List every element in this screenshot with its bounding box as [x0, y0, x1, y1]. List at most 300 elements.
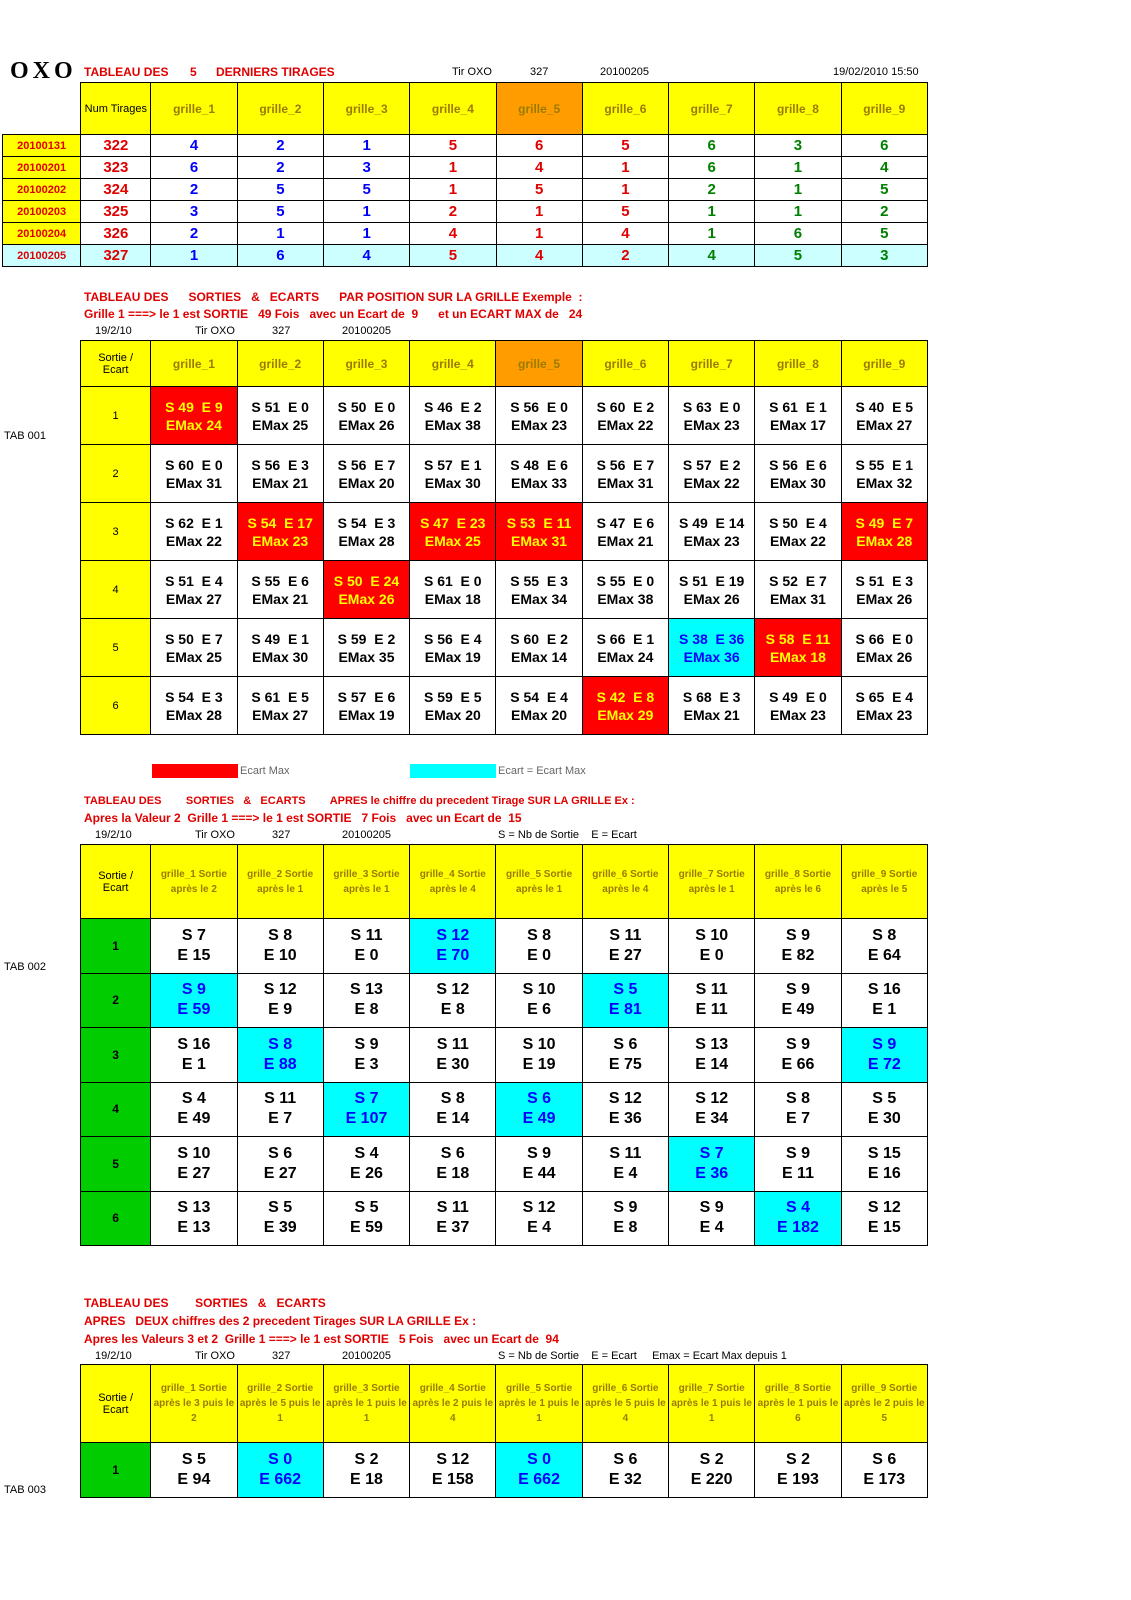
stat-ecart: E 8	[440, 1001, 465, 1019]
stat-cell	[669, 919, 755, 974]
draws-table	[2, 82, 928, 267]
grid-header: grille_7	[669, 83, 755, 135]
stat-ecart: EMax 14	[511, 648, 568, 665]
tir-date: 20100205	[600, 66, 649, 78]
stat-ecart: E 7	[268, 1110, 293, 1128]
draw-value: 2	[582, 245, 668, 267]
draw-value: 5	[582, 135, 668, 157]
data-row	[81, 445, 928, 503]
draw-value: 1	[669, 201, 755, 223]
header-line: grille_4 Sortie	[419, 868, 486, 880]
stat-cell	[669, 973, 755, 1028]
stat-cell	[323, 1443, 409, 1498]
header-line: après le 1	[257, 883, 304, 895]
stat-sorties: S 55 E 6	[251, 572, 309, 589]
stat-cell	[323, 445, 409, 503]
stat-ecart: EMax 32	[856, 474, 913, 491]
header-line: grille_3 Sortie	[333, 1383, 400, 1394]
stat-cell	[496, 1191, 582, 1246]
stat-sorties: S 9	[785, 981, 810, 999]
stat-cell	[755, 619, 841, 677]
stat-sorties: S 6	[268, 1144, 293, 1162]
stat-sorties: S 2	[785, 1451, 810, 1468]
tab3-num: 327	[272, 1350, 291, 1362]
stat-ecart: E 11	[695, 1001, 728, 1019]
draw-value: 1	[151, 245, 237, 267]
stat-cell	[755, 503, 841, 561]
stat-sorties: S 59 E 2	[337, 630, 396, 647]
tab1-example: Grille 1 ===> le 1 est SORTIE 49 Fois avec un Ecart de 9 et un ECART MAX de 24	[84, 307, 583, 321]
data-row	[81, 387, 928, 445]
stat-ecart: E 59	[177, 1001, 211, 1019]
logo: OXO	[10, 58, 77, 84]
stat-cell	[323, 973, 409, 1028]
stat-sorties: S 10	[177, 1144, 211, 1162]
legend-red-swatch	[152, 764, 238, 778]
draw-value: 4	[496, 157, 582, 179]
row-key: 1	[81, 919, 151, 974]
data-row	[81, 619, 928, 677]
stat-cell	[237, 677, 323, 735]
data-row	[81, 1028, 928, 1083]
draw-number: 322	[81, 135, 151, 157]
draw-value: 2	[669, 179, 755, 201]
stat-cell	[237, 503, 323, 561]
stat-ecart: EMax 20	[511, 706, 568, 723]
stat-cell	[755, 973, 841, 1028]
draw-value: 4	[582, 223, 668, 245]
stat-sorties: S 50 E 0	[337, 398, 396, 415]
stat-cell	[410, 387, 496, 445]
stat-sorties: S 8	[785, 1090, 810, 1108]
header-line: grille_5 Sortie	[506, 868, 573, 880]
stat-cell	[669, 1443, 755, 1498]
stat-ecart: EMax 25	[424, 532, 481, 549]
draw-value: 5	[582, 201, 668, 223]
header-line: 1	[277, 1413, 283, 1424]
stat-sorties: S 60 E 2	[510, 630, 568, 647]
tab2-legend: S = Nb de Sortie E = Ecart	[498, 829, 637, 841]
stat-sorties: S 61 E 1	[769, 398, 827, 415]
stat-cell	[841, 973, 927, 1028]
grid-header	[841, 845, 927, 919]
data-row	[81, 503, 928, 561]
stat-ecart: EMax 20	[424, 706, 481, 723]
stat-cell	[410, 561, 496, 619]
header-line: grille_6 Sortie	[592, 1383, 659, 1394]
stat-sorties: S 12	[522, 1199, 556, 1217]
header-line: après le 4	[602, 883, 649, 895]
draw-value: 4	[410, 223, 496, 245]
tab1-tdate: 20100205	[342, 325, 391, 337]
stat-ecart: EMax 23	[683, 532, 740, 549]
stat-cell	[582, 1137, 668, 1192]
stat-sorties: S 40 E 5	[855, 398, 914, 415]
stat-ecart: E 19	[522, 1055, 556, 1073]
stat-cell	[755, 445, 841, 503]
draw-value: 3	[324, 157, 410, 179]
tab2-label: TAB 002	[4, 961, 46, 973]
stat-ecart: E 1	[181, 1055, 206, 1073]
stat-cell	[151, 1443, 237, 1498]
row-key: 3	[81, 1028, 151, 1083]
header-line: grille_2 Sortie	[247, 1383, 314, 1394]
stat-ecart: EMax 35	[338, 648, 395, 665]
stat-sorties: S 65 E 4	[855, 688, 914, 705]
stat-sorties: S 5	[181, 1451, 206, 1468]
stat-ecart: E 70	[436, 946, 470, 964]
tab3-tir: Tir OXO	[195, 1350, 235, 1362]
num-tirages-header: Num Tirages	[81, 83, 151, 135]
tab3-title: TABLEAU DES SORTIES & ECARTS	[84, 1296, 326, 1310]
stat-cell	[237, 561, 323, 619]
stat-cell	[496, 1028, 582, 1083]
stat-cell	[841, 445, 927, 503]
header-line: après le 1	[688, 883, 735, 895]
stat-ecart: EMax 21	[597, 532, 654, 549]
stat-sorties: S 9	[785, 1144, 810, 1162]
header-line: grille_9 Sortie	[851, 868, 918, 880]
grid-header	[755, 1365, 841, 1443]
stat-cell	[410, 1191, 496, 1246]
header-row	[81, 341, 928, 387]
stat-ecart: EMax 28	[338, 532, 395, 549]
stat-ecart: E 39	[263, 1219, 297, 1237]
stat-ecart: EMax 21	[683, 706, 740, 723]
tir-number: 327	[530, 66, 549, 78]
stat-cell	[755, 1443, 841, 1498]
grid-header: grille_8	[755, 341, 841, 387]
stat-cell	[755, 1028, 841, 1083]
stat-ecart: E 13	[177, 1219, 211, 1237]
stat-ecart: E 30	[867, 1110, 901, 1128]
header-line: grille_1 Sortie	[160, 868, 227, 880]
draw-number: 323	[81, 157, 151, 179]
corner-cell: Sortie / Ecart	[81, 845, 151, 919]
stat-cell	[496, 1082, 582, 1137]
draw-row	[3, 157, 928, 179]
stat-ecart: EMax 28	[856, 532, 913, 549]
draw-value: 1	[324, 135, 410, 157]
tab2-example: Apres la Valeur 2 Grille 1 ===> le 1 est SORTIE 7 Fois avec un Ecart de 15	[84, 811, 522, 825]
stat-ecart: E 94	[177, 1471, 211, 1488]
stat-ecart: E 16	[867, 1164, 901, 1182]
grid-header	[237, 1365, 323, 1443]
stat-sorties: S 54 E 3	[165, 688, 223, 705]
stat-sorties: S 5	[268, 1199, 293, 1217]
draw-value: 4	[324, 245, 410, 267]
header-line: grille_1 Sortie	[160, 1383, 227, 1394]
grid-header	[323, 845, 409, 919]
stat-ecart: E 8	[613, 1219, 638, 1237]
stat-cell	[669, 561, 755, 619]
stat-sorties: S 4	[785, 1199, 810, 1217]
stat-ecart: E 49	[522, 1110, 556, 1128]
grid-header	[496, 1365, 582, 1443]
header-line: grille_8 Sortie	[764, 868, 832, 880]
stat-sorties: S 6	[872, 1451, 897, 1468]
stat-sorties: S 42 E 8	[596, 688, 655, 705]
stat-sorties: S 9	[354, 1035, 379, 1053]
grid-header: grille_1	[151, 341, 237, 387]
stat-sorties: S 7	[181, 926, 206, 944]
stat-ecart: E 0	[699, 946, 724, 964]
stat-cell	[582, 445, 668, 503]
header-line: après le 3 puis le	[153, 1398, 235, 1409]
stat-cell	[841, 1082, 927, 1137]
stat-sorties: S 49 E 1	[251, 630, 309, 647]
stat-sorties: S 2	[354, 1451, 379, 1468]
stat-sorties: S 53 E 11	[506, 514, 572, 531]
stat-ecart: EMax 36	[683, 648, 740, 665]
stat-ecart: E 193	[777, 1471, 819, 1488]
tab1-tir: Tir OXO	[195, 325, 235, 337]
header-line: grille_7 Sortie	[678, 1383, 745, 1394]
stat-sorties: S 38 E 36	[678, 630, 745, 647]
stat-sorties: S 61 E 0	[423, 572, 482, 589]
stat-sorties: S 15	[867, 1144, 901, 1162]
row-key: 2	[81, 973, 151, 1028]
stat-ecart: E 4	[613, 1164, 638, 1182]
draw-value: 1	[496, 223, 582, 245]
grid-header: grille_2	[237, 341, 323, 387]
stat-sorties: S 4	[181, 1090, 206, 1108]
stat-ecart: E 36	[695, 1164, 729, 1182]
stat-cell	[151, 1191, 237, 1246]
grid-header: grille_2	[237, 83, 323, 135]
grid-header	[323, 1365, 409, 1443]
grid-header	[582, 1365, 668, 1443]
row-key: 3	[81, 503, 151, 561]
stat-cell	[410, 1443, 496, 1498]
stat-ecart: E 59	[350, 1219, 383, 1237]
stat-sorties: S 9	[181, 981, 206, 999]
tab1-num: 327	[272, 325, 291, 337]
stat-ecart: EMax 19	[338, 706, 395, 723]
stat-sorties: S 47 E 23	[420, 514, 486, 531]
corner-cell: Sortie / Ecart	[81, 341, 151, 387]
stat-ecart: E 49	[177, 1110, 211, 1128]
stat-sorties: S 63 E 0	[682, 398, 741, 415]
stat-sorties: S 5	[354, 1199, 379, 1217]
stat-ecart: EMax 31	[769, 590, 826, 607]
stat-cell	[496, 1137, 582, 1192]
header-line: 1	[363, 1413, 370, 1424]
stat-cell	[323, 387, 409, 445]
stat-ecart: E 49	[781, 1001, 815, 1019]
draw-value: 1	[582, 157, 668, 179]
stat-ecart: E 88	[263, 1055, 297, 1073]
draw-value: 5	[410, 135, 496, 157]
stat-cell	[582, 677, 668, 735]
stat-sorties: S 55 E 3	[510, 572, 568, 589]
stat-ecart: EMax 27	[165, 590, 222, 607]
draw-value: 6	[755, 223, 841, 245]
draw-row	[3, 201, 928, 223]
stat-ecart: EMax 21	[252, 590, 309, 607]
stat-sorties: S 51 E 4	[165, 572, 223, 589]
grid-header	[669, 845, 755, 919]
stat-sorties: S 50 E 4	[769, 514, 827, 531]
stat-cell	[496, 919, 582, 974]
stat-ecart: EMax 17	[769, 416, 826, 433]
stat-ecart: E 11	[781, 1164, 814, 1182]
draw-number: 326	[81, 223, 151, 245]
stat-ecart: E 6	[527, 1001, 552, 1019]
stat-cell	[669, 1137, 755, 1192]
stat-sorties: S 51 E 0	[251, 398, 309, 415]
stat-ecart: E 1	[872, 1001, 897, 1019]
stat-sorties: S 9	[872, 1035, 897, 1053]
draw-value: 1	[582, 179, 668, 201]
stat-cell	[323, 1137, 409, 1192]
data-row	[81, 1137, 928, 1192]
stat-cell	[237, 973, 323, 1028]
stat-ecart: EMax 25	[165, 648, 222, 665]
stat-sorties: S 54 E 4	[510, 688, 568, 705]
stat-sorties: S 9	[699, 1199, 724, 1217]
stat-ecart: EMax 24	[165, 416, 222, 433]
stat-ecart: EMax 29	[597, 706, 654, 723]
stat-sorties: S 68 E 3	[682, 688, 741, 705]
tab2-tir: Tir OXO	[195, 829, 235, 841]
stat-cell	[151, 503, 237, 561]
draw-value: 5	[755, 245, 841, 267]
stat-cell	[669, 503, 755, 561]
stat-cell	[410, 677, 496, 735]
draw-value: 4	[496, 245, 582, 267]
stat-ecart: EMax 23	[769, 706, 826, 723]
stat-ecart: E 15	[867, 1219, 901, 1237]
stat-cell	[151, 387, 237, 445]
draw-value: 5	[237, 201, 323, 223]
stat-cell	[151, 677, 237, 735]
stat-ecart: E 27	[608, 946, 642, 964]
header-line: 4	[449, 1413, 456, 1424]
stat-cell	[410, 1082, 496, 1137]
title-label-2: DERNIERS TIRAGES	[216, 65, 335, 79]
draw-row	[3, 135, 928, 157]
stat-cell	[582, 1028, 668, 1083]
tab3-subtitle: APRES DEUX chiffres des 2 precedent Tirages SUR LA GRILLE Ex :	[84, 1314, 477, 1328]
stat-sorties: S 12	[695, 1090, 729, 1108]
draw-value: 4	[841, 157, 927, 179]
header-line: 6	[795, 1413, 801, 1424]
stat-sorties: S 9	[785, 926, 810, 944]
stat-cell	[323, 619, 409, 677]
draw-number: 327	[81, 245, 151, 267]
grid-header	[410, 1365, 496, 1443]
stat-ecart: E 82	[781, 946, 815, 964]
stat-sorties: S 49 E 7	[855, 514, 914, 531]
draw-value: 1	[324, 201, 410, 223]
draw-value: 5	[324, 179, 410, 201]
data-row	[81, 919, 928, 974]
grid-header: grille_3	[323, 341, 409, 387]
corner-cell: Sortie / Ecart	[81, 1365, 151, 1443]
stat-cell	[755, 387, 841, 445]
grid-header: grille_1	[151, 83, 237, 135]
stat-sorties: S 49 E 9	[165, 398, 223, 415]
draw-value: 1	[755, 179, 841, 201]
stat-sorties: S 48 E 6	[510, 456, 568, 473]
draw-value: 5	[841, 179, 927, 201]
header-line: après le 1	[515, 883, 563, 895]
stat-cell	[410, 1137, 496, 1192]
title-count: 5	[190, 65, 197, 79]
stat-sorties: S 12	[867, 1199, 901, 1217]
stat-ecart: EMax 31	[511, 532, 568, 549]
header-row	[3, 83, 928, 135]
stat-ecart: EMax 22	[683, 474, 740, 491]
stat-cell	[755, 561, 841, 619]
stat-cell	[151, 561, 237, 619]
stat-ecart: EMax 23	[511, 416, 568, 433]
stat-cell	[582, 503, 668, 561]
stat-cell	[582, 387, 668, 445]
stat-sorties: S 11	[436, 1199, 469, 1217]
stat-cell	[151, 619, 237, 677]
stat-sorties: S 5	[872, 1090, 897, 1108]
stat-ecart: E 66	[781, 1055, 815, 1073]
stat-ecart: E 662	[518, 1471, 560, 1488]
header-line: 1	[536, 1413, 542, 1424]
data-row	[81, 561, 928, 619]
stat-cell	[323, 1028, 409, 1083]
draw-row	[3, 245, 928, 267]
tab2-num: 327	[272, 829, 291, 841]
draw-value: 6	[151, 157, 237, 179]
stat-ecart: EMax 31	[165, 474, 222, 491]
stat-sorties: S 11	[695, 981, 728, 999]
draw-value: 3	[151, 201, 237, 223]
stat-cell	[582, 1082, 668, 1137]
stat-cell	[755, 919, 841, 974]
stat-sorties: S 13	[695, 1035, 729, 1053]
stat-sorties: S 57 E 6	[337, 688, 396, 705]
grid-header: grille_6	[582, 83, 668, 135]
stat-sorties: S 8	[268, 926, 293, 944]
draw-date: 20100201	[3, 157, 81, 179]
stat-ecart: E 18	[350, 1471, 383, 1488]
stat-ecart: EMax 27	[856, 416, 913, 433]
tab3-date: 19/2/10	[95, 1350, 132, 1362]
stat-ecart: EMax 33	[511, 474, 568, 491]
stat-ecart: E 81	[608, 1001, 642, 1019]
stat-cell	[582, 561, 668, 619]
draw-row	[3, 223, 928, 245]
draw-value: 6	[841, 135, 927, 157]
stat-ecart: EMax 19	[424, 648, 481, 665]
stat-sorties: S 56 E 3	[251, 456, 309, 473]
stat-sorties: S 13	[177, 1199, 211, 1217]
stat-sorties: S 6	[440, 1144, 465, 1162]
stat-ecart: EMax 34	[511, 590, 568, 607]
stat-ecart: EMax 26	[856, 590, 913, 607]
stat-cell	[669, 1191, 755, 1246]
stat-sorties: S 57 E 1	[423, 456, 482, 473]
stat-cell	[496, 445, 582, 503]
tab1-label: TAB 001	[4, 430, 46, 442]
draw-value: 3	[841, 245, 927, 267]
row-key: 6	[81, 1191, 151, 1246]
stat-cell	[669, 619, 755, 677]
stat-cell	[410, 973, 496, 1028]
draw-value: 6	[669, 157, 755, 179]
stat-ecart: EMax 26	[338, 416, 395, 433]
stat-sorties: S 10	[522, 1035, 556, 1053]
grid-header	[151, 845, 237, 919]
